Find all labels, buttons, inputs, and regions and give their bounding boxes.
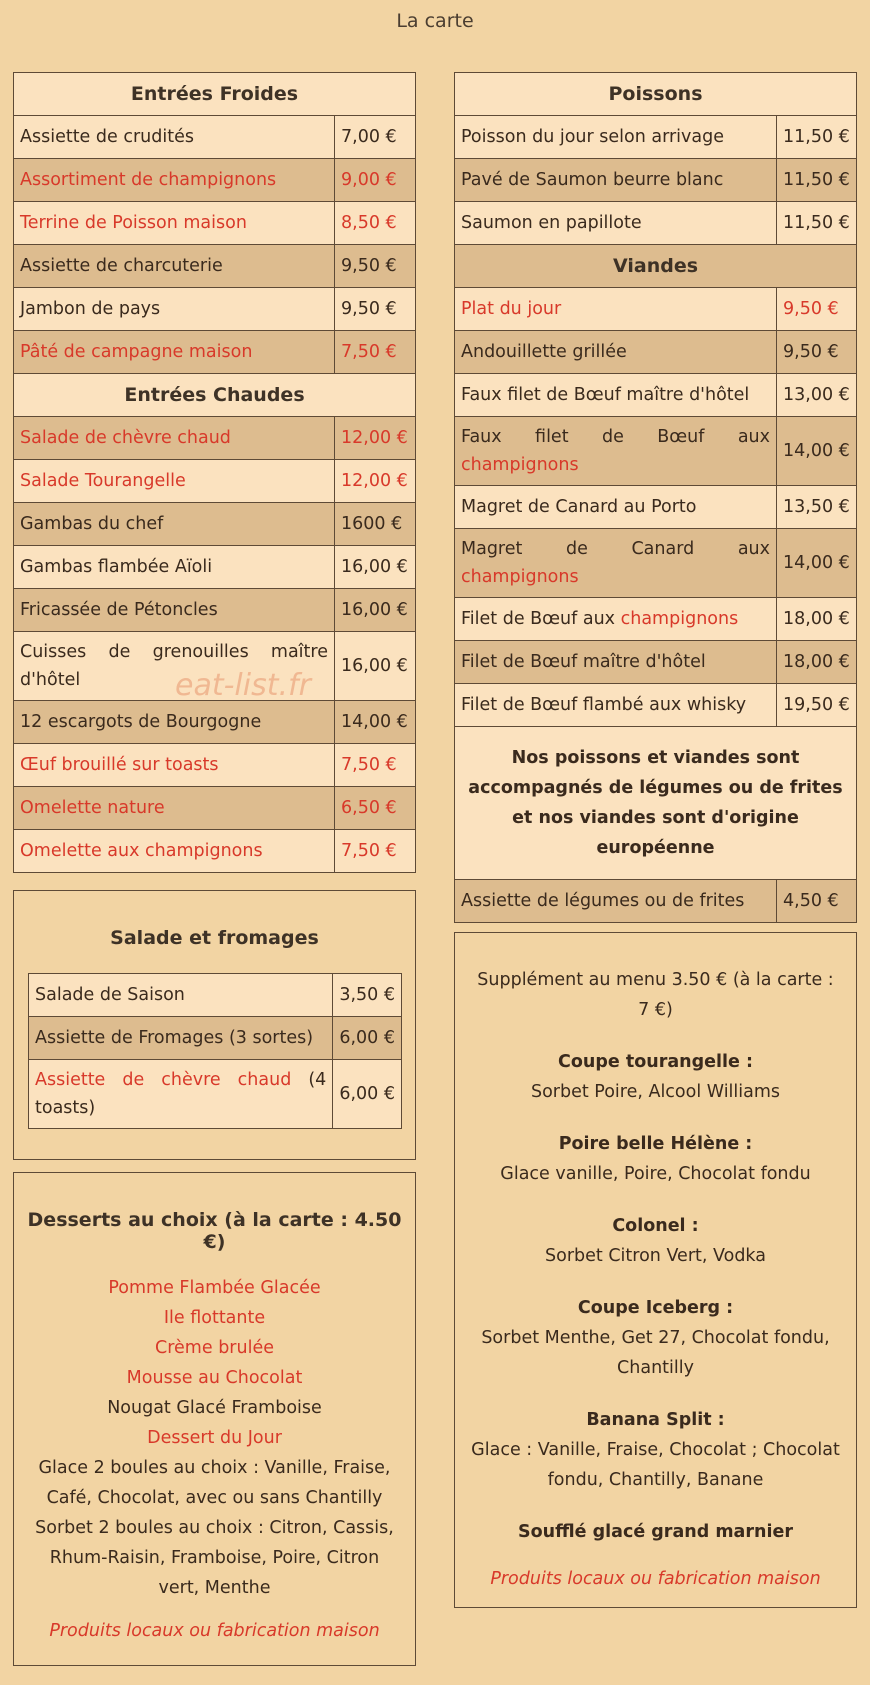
menu-item-name	[455, 641, 777, 684]
menu-item-row	[14, 744, 416, 787]
watermark: eat-list.fr	[175, 668, 311, 703]
menu-item-price: 6,50 €	[335, 787, 416, 830]
poissons-title-row	[455, 73, 857, 116]
menu-item-price: 11,50 €	[777, 202, 857, 245]
desserts-title: Desserts au choix (à la carte : 4.50 €)	[27, 1209, 402, 1253]
menu-item-row	[14, 417, 416, 460]
menu-item-name	[14, 245, 335, 288]
menu-item-row	[14, 589, 416, 632]
menu-item-row	[455, 529, 857, 598]
menu-item-name	[14, 460, 335, 503]
menu-item-name-text: Salade Tourangelle	[20, 471, 186, 491]
menu-item-name	[455, 684, 777, 727]
menu-item-price: 11,50 €	[777, 116, 857, 159]
menu-item-name	[455, 374, 777, 417]
menu-item-row	[455, 116, 857, 159]
menu-item-name-line2: champignons	[461, 455, 579, 475]
menu-item-name-line1: Magret de Canard aux	[461, 539, 770, 559]
page-title: La carte	[396, 10, 474, 32]
menu-item-name-text: Salade de chèvre chaud	[20, 428, 231, 448]
dessert-item: Nougat Glacé Framboise	[107, 1398, 322, 1418]
menu-item-name	[29, 1017, 333, 1060]
menu-item-row	[455, 880, 857, 923]
entrees-table	[13, 72, 416, 873]
menu-item-name-text: Pavé de Saumon beurre blanc	[461, 170, 724, 190]
menu-item-price: 16,00 €	[335, 589, 416, 632]
supplement-item	[467, 1405, 844, 1495]
menu-item-name-red: champignons	[620, 609, 739, 629]
menu-item-name	[14, 589, 335, 632]
menu-item-row	[14, 830, 416, 873]
supplement-item	[467, 1211, 844, 1271]
menu-item-name	[29, 1060, 333, 1129]
menu-item-price: 1600 €	[335, 503, 416, 546]
menu-item-row	[14, 546, 416, 589]
menu-item-name	[455, 202, 777, 245]
menu-item-name-text: Andouillette grillée	[461, 342, 627, 362]
menu-item-price: 7,50 €	[335, 830, 416, 873]
menu-item-name-red: Assiette de chèvre chaud	[35, 1070, 292, 1090]
menu-item-name-text: 12 escargots de Bourgogne	[20, 712, 262, 732]
viandes-note-row	[455, 727, 857, 880]
menu-item-row	[455, 159, 857, 202]
menu-item-name	[455, 529, 777, 598]
menu-item-name-text: Filet de Bœuf maître d'hôtel	[461, 652, 706, 672]
menu-item-name	[14, 116, 335, 159]
menu-item-price: 9,50 €	[777, 288, 857, 331]
menu-item-price: 19,50 €	[777, 684, 857, 727]
menu-item-name-line1: Cuisses de grenouilles maître	[20, 642, 328, 662]
menu-item-name-text: Saumon en papillote	[461, 213, 642, 233]
menu-item-row	[14, 245, 416, 288]
supplement-item	[467, 1293, 844, 1383]
menu-item-row	[455, 417, 857, 486]
menu-item-price: 14,00 €	[777, 417, 857, 486]
supplement-title: Coupe tourangelle :	[558, 1052, 753, 1072]
viandes-title-row	[455, 245, 857, 288]
supplements-footer: Produits locaux ou fabrication maison	[490, 1569, 821, 1589]
menu-item-row	[455, 598, 857, 641]
menu-item-row	[455, 641, 857, 684]
dessert-item: Crème brulée	[155, 1338, 274, 1358]
menu-item-name-text: Gambas flambée Aïoli	[20, 557, 213, 577]
menu-item-name	[455, 331, 777, 374]
viandes-title: Viandes	[455, 245, 857, 288]
menu-item-price: 12,00 €	[335, 417, 416, 460]
supplement-item	[467, 1129, 844, 1189]
dessert-item: Dessert du Jour	[147, 1428, 282, 1448]
supplement-desc: Glace vanille, Poire, Chocolat fondu	[500, 1164, 811, 1184]
dessert-item: Pomme Flambée Glacée	[108, 1278, 321, 1298]
supplement-title: Banana Split :	[586, 1410, 725, 1430]
salades-box	[13, 890, 416, 1160]
menu-item-name-text: Terrine de Poisson maison	[20, 213, 247, 233]
menu-item-name-text: Filet de Bœuf flambé aux whisky	[461, 695, 747, 715]
menu-item-price: 7,50 €	[335, 331, 416, 374]
menu-item-name	[14, 787, 335, 830]
menu-item-name	[14, 288, 335, 331]
menu-item-row	[14, 331, 416, 374]
menu-item-row	[455, 331, 857, 374]
menu-item-row	[455, 684, 857, 727]
dessert-item: Sorbet 2 boules au choix : Citron, Cassis, Rhum-Raisin, Framboise, Poire, Citron vert, Menthe	[35, 1518, 394, 1598]
menu-item-price: 11,50 €	[777, 159, 857, 202]
menu-item-row	[14, 288, 416, 331]
menu-item-name	[14, 331, 335, 374]
menu-item-price: 16,00 €	[335, 546, 416, 589]
desserts-list	[14, 1273, 415, 1603]
menu-item-price: 6,00 €	[333, 1060, 402, 1129]
menu-item-price: 13,00 €	[777, 374, 857, 417]
menu-item-name-text: Assiette de charcuterie	[20, 256, 223, 276]
plats-table	[454, 72, 857, 923]
menu-item-name	[455, 116, 777, 159]
menu-item-name	[455, 486, 777, 529]
supplement-desc: Sorbet Poire, Alcool Williams	[530, 1082, 781, 1102]
menu-item-price: 13,50 €	[777, 486, 857, 529]
menu-item-name	[14, 546, 335, 589]
supplement-title: Coupe Iceberg :	[577, 1298, 734, 1318]
menu-item-name-line2: champignons	[461, 567, 579, 587]
menu-item-name-text: Assortiment de champignons	[20, 170, 277, 190]
menu-item-row	[14, 202, 416, 245]
plats-section	[454, 72, 857, 923]
menu-item-name-text: Omelette nature	[20, 798, 165, 818]
menu-item-row	[455, 202, 857, 245]
poissons-title: Poissons	[455, 73, 857, 116]
menu-item-name	[29, 974, 333, 1017]
supplement-item	[467, 1047, 844, 1107]
supplements-list	[455, 1047, 856, 1547]
supplement-title: Soufflé glacé grand marnier	[518, 1522, 793, 1542]
menu-item-name-text: Omelette aux champignons	[20, 841, 263, 861]
menu-item-name-text: Magret de Canard au Porto	[461, 497, 697, 517]
menu-item-row	[29, 974, 402, 1017]
menu-item-name-line2: toasts)	[35, 1098, 96, 1118]
menu-item-name	[14, 202, 335, 245]
menu-item-price: 14,00 €	[335, 701, 416, 744]
menu-item-price: 3,50 €	[333, 974, 402, 1017]
menu-item-row	[14, 460, 416, 503]
supplement-item	[467, 1517, 844, 1547]
salades-table	[28, 973, 402, 1129]
supplement-desc: Sorbet Menthe, Get 27, Chocolat fondu, Chantilly	[481, 1328, 830, 1378]
menu-item-price: 6,00 €	[333, 1017, 402, 1060]
menu-item-name-line1	[35, 1066, 326, 1094]
menu-item-name	[14, 744, 335, 787]
supplements-box	[454, 932, 857, 1608]
menu-item-price: 18,00 €	[777, 641, 857, 684]
supplement-title: Colonel :	[612, 1216, 699, 1236]
menu-item-name-text: Jambon de pays	[20, 299, 161, 319]
menu-item-row	[455, 374, 857, 417]
menu-item-name-line1: Faux filet de Bœuf aux	[461, 427, 770, 447]
menu-item-name	[455, 598, 777, 641]
menu-item-name-text: Œuf brouillé sur toasts	[20, 755, 219, 775]
menu-item-name-text: Assiette de Fromages (3 sortes)	[35, 1028, 314, 1048]
menu-item-name-text: Assiette de crudités	[20, 127, 194, 147]
supplement-desc: Glace : Vanille, Fraise, Chocolat ; Chocolat fondu, Chantilly, Banane	[471, 1440, 840, 1490]
menu-item-price: 12,00 €	[335, 460, 416, 503]
entrees-froides-title-row	[14, 73, 416, 116]
menu-item-price: 9,50 €	[335, 245, 416, 288]
desserts-footer: Produits locaux ou fabrication maison	[49, 1621, 380, 1641]
menu-item-price: 16,00 €	[335, 632, 416, 701]
menu-item-name	[455, 159, 777, 202]
menu-item-name-text: Plat du jour	[461, 299, 562, 319]
menu-item-name-text: Fricassée de Pétoncles	[20, 600, 218, 620]
menu-item-price: 7,00 €	[335, 116, 416, 159]
menu-item-name	[455, 880, 777, 923]
entrees-froides-title: Entrées Froides	[14, 73, 416, 116]
menu-item-price: 14,00 €	[777, 529, 857, 598]
menu-item-name-pre: Filet de Bœuf aux	[461, 609, 616, 629]
supplements-intro: Supplément au menu 3.50 € (à la carte : 7 €)	[477, 970, 834, 1020]
viandes-note: Nos poissons et viandes sont accompagnés de légumes ou de frites et nos viandes sont d'origine européenne	[455, 727, 857, 880]
menu-item-name-text: Pâté de campagne maison	[20, 342, 253, 362]
menu-item-name	[14, 417, 335, 460]
supplement-title: Poire belle Hélène :	[558, 1134, 753, 1154]
menu-item-row	[29, 1017, 402, 1060]
supplement-desc: Sorbet Citron Vert, Vodka	[545, 1246, 766, 1266]
menu-item-price: 7,50 €	[335, 744, 416, 787]
entrees-chaudes-title-row	[14, 374, 416, 417]
menu-item-price: 9,50 €	[777, 331, 857, 374]
menu-item-name-text: Gambas du chef	[20, 514, 164, 534]
menu-item-name	[14, 159, 335, 202]
menu-item-price: 9,00 €	[335, 159, 416, 202]
menu-item-name-rest: (4	[308, 1070, 327, 1090]
entrees-chaudes-title: Entrées Chaudes	[14, 374, 416, 417]
salades-title: Salade et fromages	[110, 927, 319, 949]
menu-item-row	[29, 1060, 402, 1129]
menu-item-name-text: Assiette de légumes ou de frites	[461, 891, 745, 911]
menu-item-price: 4,50 €	[777, 880, 857, 923]
entrees-section	[13, 72, 416, 873]
dessert-item: Mousse au Chocolat	[126, 1368, 303, 1388]
menu-item-row	[455, 288, 857, 331]
menu-item-row	[14, 116, 416, 159]
menu-item-name-text: Poisson du jour selon arrivage	[461, 127, 725, 147]
menu-item-name	[14, 701, 335, 744]
menu-item-name-text: Salade de Saison	[35, 985, 185, 1005]
menu-item-row	[14, 787, 416, 830]
menu-item-row	[455, 486, 857, 529]
menu-item-price: 18,00 €	[777, 598, 857, 641]
menu-item-name	[455, 417, 777, 486]
menu-item-row	[14, 503, 416, 546]
menu-item-row	[14, 701, 416, 744]
dessert-item: Glace 2 boules au choix : Vanille, Fraise, Café, Chocolat, avec ou sans Chantilly	[38, 1458, 391, 1508]
menu-item-row	[14, 159, 416, 202]
desserts-box	[13, 1172, 416, 1666]
dessert-item: Ile flottante	[163, 1308, 266, 1328]
menu-item-name-text: Faux filet de Bœuf maître d'hôtel	[461, 385, 750, 405]
menu-item-price: 8,50 €	[335, 202, 416, 245]
menu-item-price: 9,50 €	[335, 288, 416, 331]
menu-item-name	[455, 288, 777, 331]
menu-item-name	[14, 503, 335, 546]
menu-item-name-line2: d'hôtel	[20, 670, 81, 690]
menu-item-name	[14, 830, 335, 873]
